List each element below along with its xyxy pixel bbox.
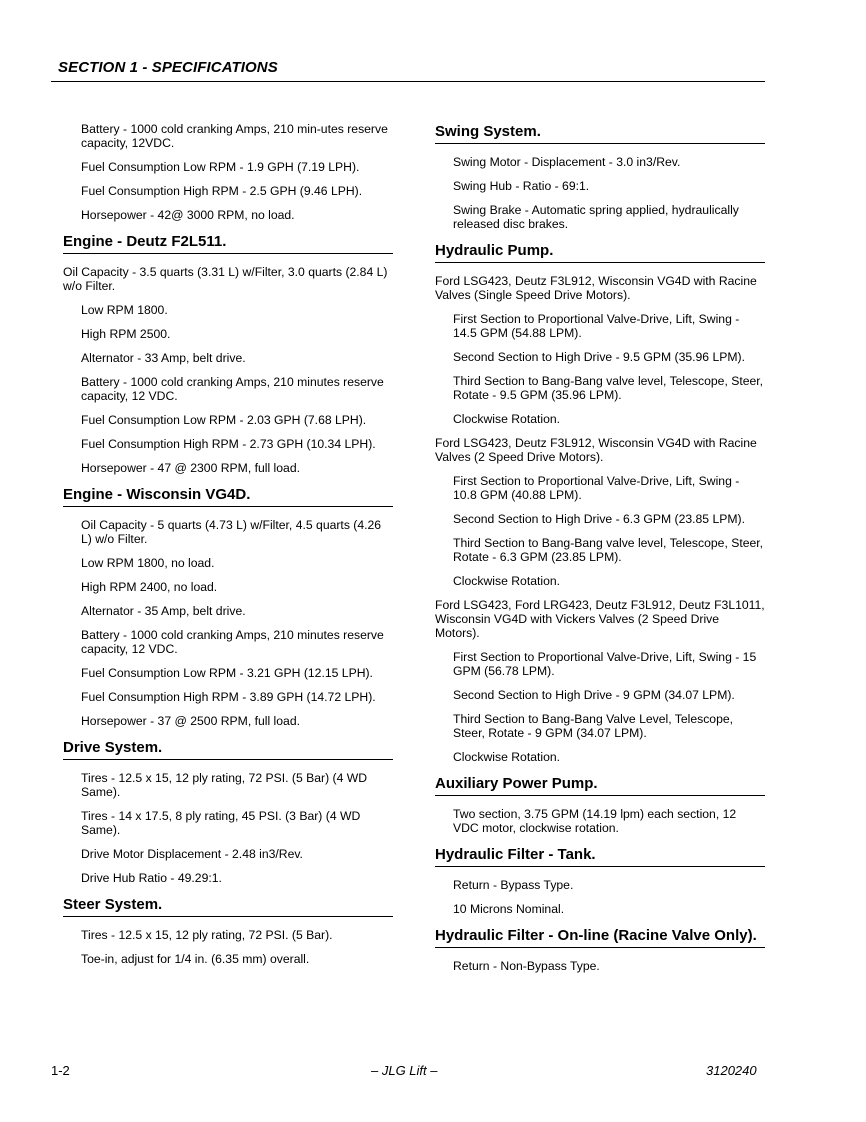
section-hydraulic-pump	[435, 241, 765, 764]
section-heading: Swing System.	[435, 122, 765, 144]
spec-lead: Ford LSG423, Deutz F3L912, Wisconsin VG4D with Racine Valves (2 Speed Drive Motors).	[435, 436, 757, 464]
section-heading: Hydraulic Filter - On-line (Racine Valve Only).	[435, 926, 765, 948]
section-heading: Hydraulic Pump.	[435, 241, 765, 263]
page-number: 1-2	[51, 1063, 70, 1078]
section-hydraulic-filter-tank	[435, 845, 765, 916]
section-engine-deutz	[63, 232, 393, 475]
section-heading: Steer System.	[63, 895, 393, 917]
section-steer-system	[63, 895, 393, 966]
spec-item: High RPM 2500.	[81, 327, 171, 341]
document-number: 3120240	[706, 1063, 757, 1078]
spec-item: Drive Hub Ratio - 49.29:1.	[81, 871, 222, 885]
spec-item: Horsepower - 37 @ 2500 RPM, full load.	[81, 714, 300, 728]
spec-item: Drive Motor Displacement - 2.48 in3/Rev.	[81, 847, 303, 861]
spec-lead: Oil Capacity - 3.5 quarts (3.31 L) w/Filter, 3.0 quarts (2.84 L) w/o Filter.	[63, 265, 388, 293]
footer-brand: – JLG Lift –	[371, 1063, 438, 1078]
section-auxiliary-power-pump	[435, 774, 765, 835]
page-header-title: SECTION 1 - SPECIFICATIONS	[58, 59, 278, 76]
spec-item: Oil Capacity - 5 quarts (4.73 L) w/Filter, 4.5 quarts (4.26 L) w/o Filter.	[81, 518, 382, 546]
spec-item: Swing Motor - Displacement - 3.0 in3/Rev.	[453, 155, 681, 169]
spec-item: Second Section to High Drive - 6.3 GPM (23.85 LPM).	[453, 512, 745, 526]
spec-item: Third Section to Bang-Bang valve level, Telescope, Steer, Rotate - 9.5 GPM (35.96 LPM).	[453, 374, 764, 402]
spec-item: Clockwise Rotation.	[453, 574, 561, 588]
spec-lead: Ford LSG423, Deutz F3L912, Wisconsin VG4D with Racine Valves (Single Speed Drive Motors).	[435, 274, 757, 302]
spec-item: Horsepower - 42@ 3000 RPM, no load.	[81, 208, 295, 222]
section-swing-system	[435, 122, 765, 231]
spec-item: Alternator - 35 Amp, belt drive.	[81, 604, 246, 618]
section-heading: Engine - Wisconsin VG4D.	[63, 485, 393, 507]
spec-item: Alternator - 33 Amp, belt drive.	[81, 351, 246, 365]
spec-item: Return - Bypass Type.	[453, 878, 574, 892]
spec-item: Fuel Consumption Low RPM - 1.9 GPH (7.19 LPH).	[81, 160, 360, 174]
spec-item: Low RPM 1800, no load.	[81, 556, 215, 570]
spec-item: Tires - 12.5 x 15, 12 ply rating, 72 PSI. (5 Bar) (4 WD Same).	[81, 771, 368, 799]
spec-item: Battery - 1000 cold cranking Amps, 210 minutes reserve capacity, 12 VDC.	[81, 628, 384, 656]
section-heading: Auxiliary Power Pump.	[435, 774, 765, 796]
spec-item: Horsepower - 47 @ 2300 RPM, full load.	[81, 461, 300, 475]
spec-item: Two section, 3.75 GPM (14.19 lpm) each section, 12 VDC motor, clockwise rotation.	[453, 807, 737, 835]
spec-item: Fuel Consumption Low RPM - 3.21 GPH (12.15 LPH).	[81, 666, 373, 680]
section-hydraulic-filter-online	[435, 926, 765, 973]
spec-item: Tires - 12.5 x 15, 12 ply rating, 72 PSI. (5 Bar).	[81, 928, 333, 942]
spec-item: Battery - 1000 cold cranking Amps, 210 minutes reserve capacity, 12 VDC.	[81, 375, 384, 403]
spec-item: Second Section to High Drive - 9.5 GPM (35.96 LPM).	[453, 350, 745, 364]
spec-item: Fuel Consumption Low RPM - 2.03 GPH (7.68 LPH).	[81, 413, 367, 427]
section-heading: Drive System.	[63, 738, 393, 760]
spec-item: First Section to Proportional Valve-Drive, Lift, Swing - 14.5 GPM (54.88 LPM).	[453, 312, 740, 340]
spec-item: Swing Brake - Automatic spring applied, hydraulically released disc brakes.	[453, 203, 739, 231]
spec-item: Second Section to High Drive - 9 GPM (34.07 LPM).	[453, 688, 735, 702]
spec-item: Tires - 14 x 17.5, 8 ply rating, 45 PSI. (3 Bar) (4 WD Same).	[81, 809, 361, 837]
section-heading: Hydraulic Filter - Tank.	[435, 845, 765, 867]
spec-item: Low RPM 1800.	[81, 303, 168, 317]
spec-item: Battery - 1000 cold cranking Amps, 210 min-utes reserve capacity, 12VDC.	[81, 122, 388, 150]
spec-item: Return - Non-Bypass Type.	[453, 959, 600, 973]
spec-item: Swing Hub - Ratio - 69:1.	[453, 179, 590, 193]
spec-item: Fuel Consumption High RPM - 3.89 GPH (14.72 LPH).	[81, 690, 376, 704]
spec-item: Fuel Consumption High RPM - 2.5 GPH (9.46 LPH).	[81, 184, 363, 198]
spec-item: Toe-in, adjust for 1/4 in. (6.35 mm) overall.	[81, 952, 310, 966]
section-drive-system	[63, 738, 393, 885]
intro-block	[63, 122, 393, 222]
spec-lead: Ford LSG423, Ford LRG423, Deutz F3L912, Deutz F3L1011, Wisconsin VG4D with Vickers Valves (2 Speed Drive Motors).	[435, 598, 765, 640]
header-rule	[51, 81, 765, 82]
spec-item: First Section to Proportional Valve-Drive, Lift, Swing - 10.8 GPM (40.88 LPM).	[453, 474, 740, 502]
section-heading: Engine - Deutz F2L511.	[63, 232, 393, 254]
spec-item: 10 Microns Nominal.	[453, 902, 565, 916]
section-engine-wisconsin	[63, 485, 393, 728]
spec-item: Third Section to Bang-Bang Valve Level, Telescope, Steer, Rotate - 9 GPM (34.07 LPM).	[453, 712, 734, 740]
spec-item: Third Section to Bang-Bang valve level, Telescope, Steer, Rotate - 6.3 GPM (23.85 LPM).	[453, 536, 764, 564]
spec-item: Fuel Consumption High RPM - 2.73 GPH (10.34 LPH).	[81, 437, 376, 451]
left-column	[63, 122, 393, 976]
spec-item: First Section to Proportional Valve-Drive, Lift, Swing - 15 GPM (56.78 LPM).	[453, 650, 757, 678]
spec-item: Clockwise Rotation.	[453, 412, 561, 426]
right-column	[435, 122, 765, 983]
spec-item: Clockwise Rotation.	[453, 750, 561, 764]
spec-item: High RPM 2400, no load.	[81, 580, 218, 594]
